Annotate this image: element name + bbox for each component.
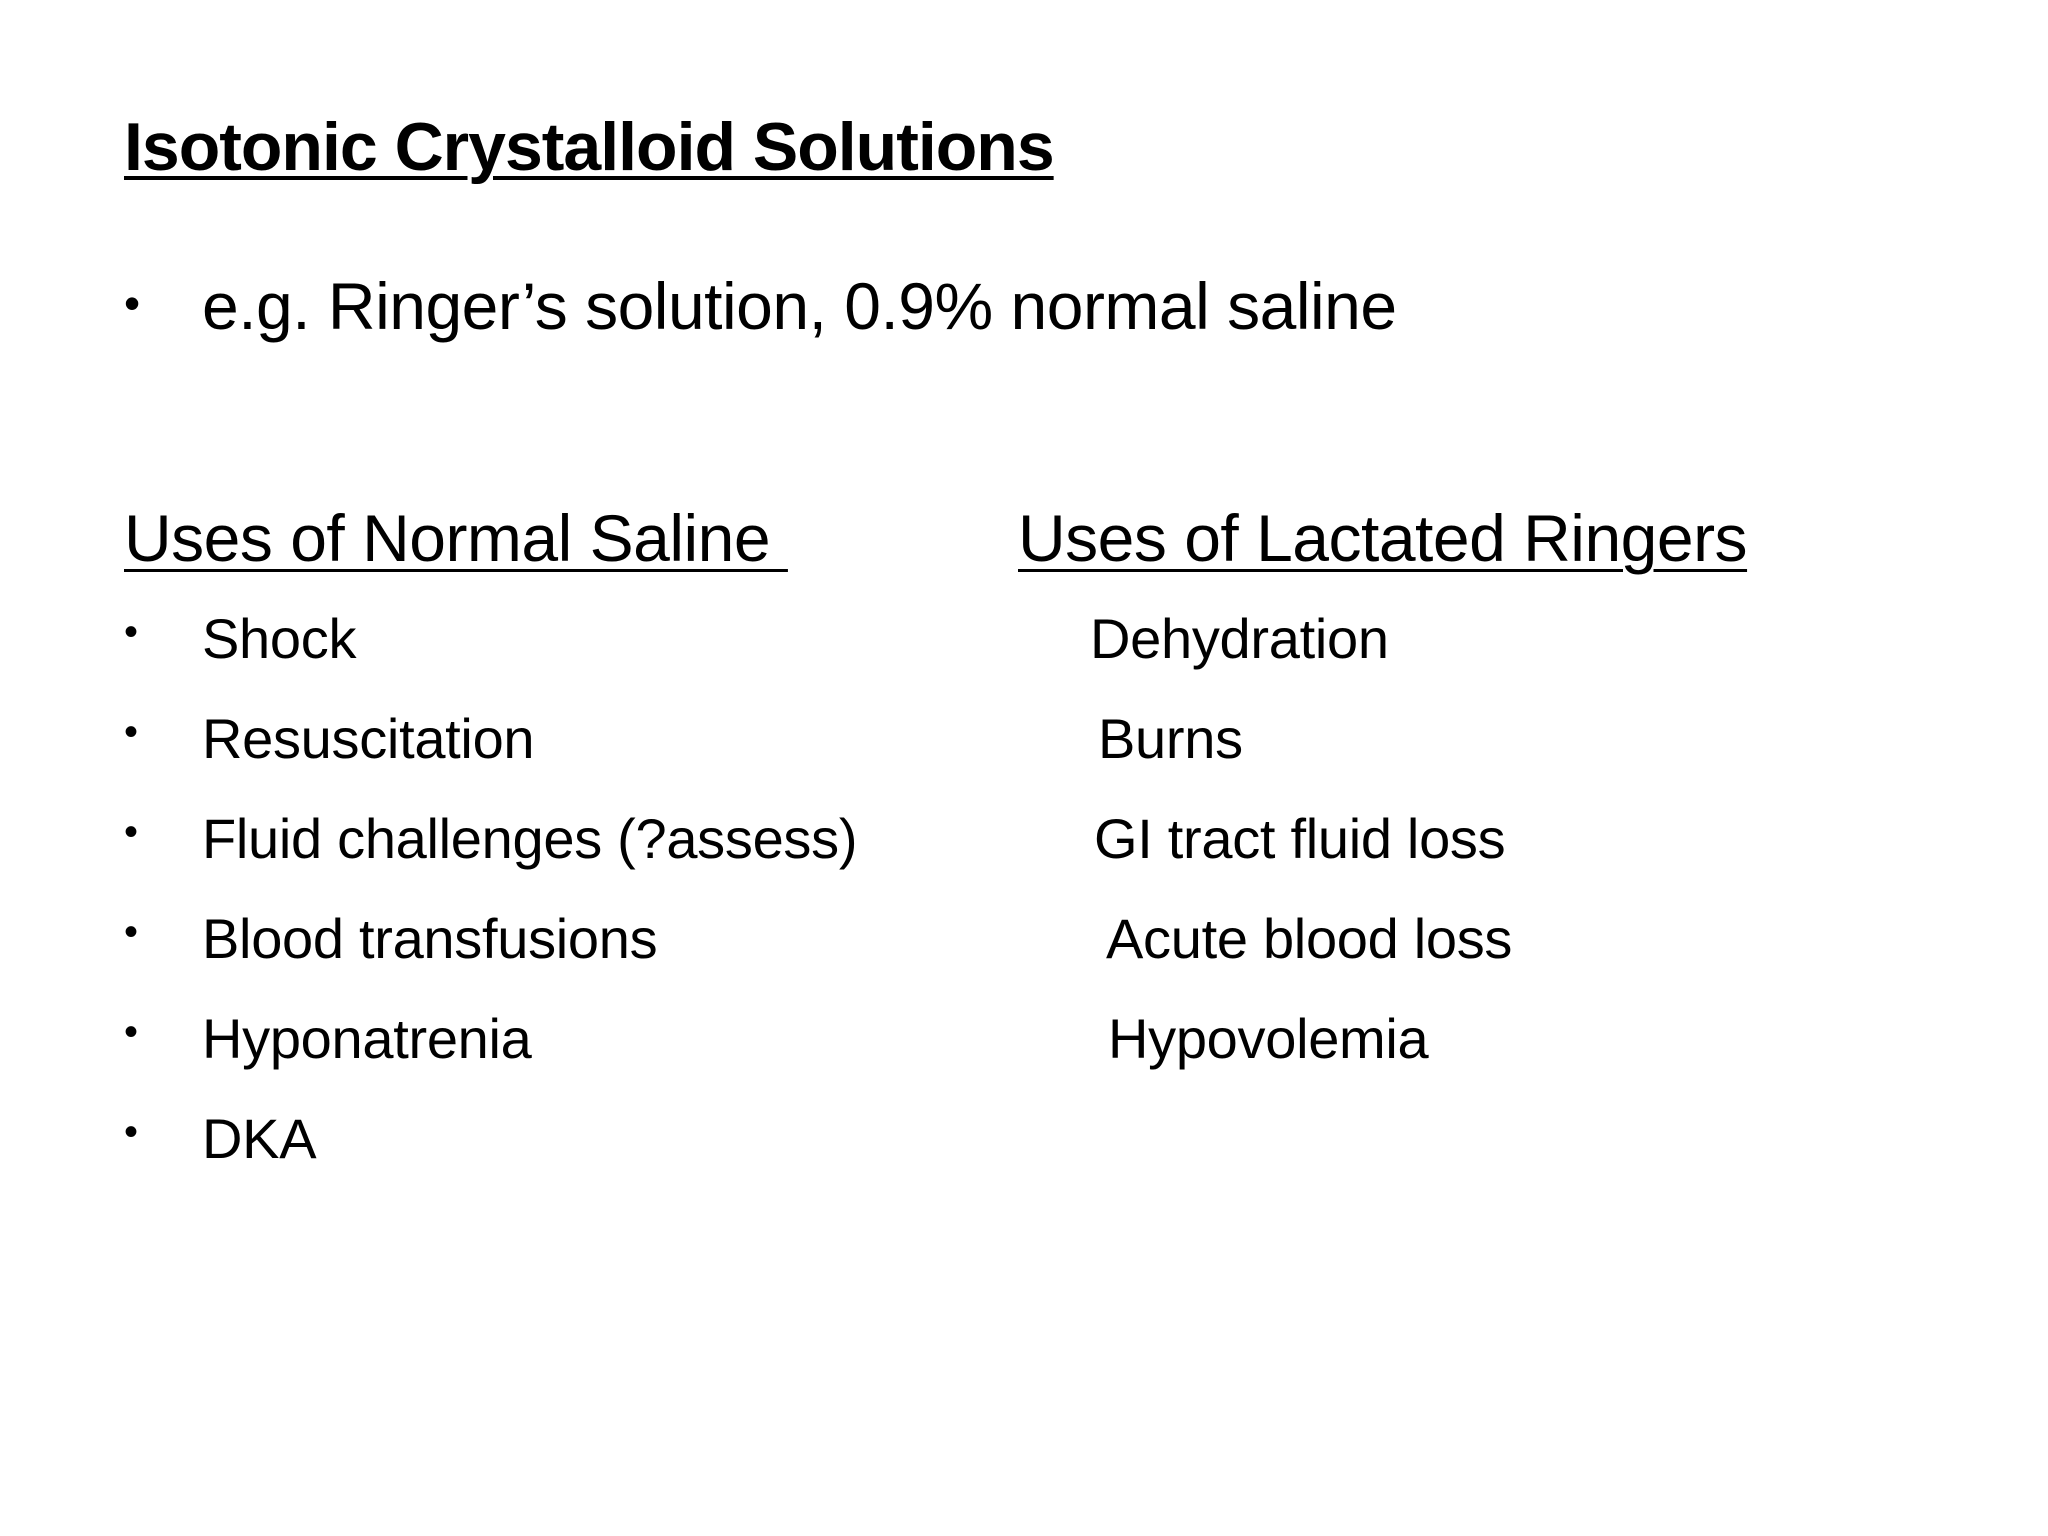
example-text: e.g. Ringer’s solution, 0.9% normal saline bbox=[202, 269, 1397, 343]
list-item-text: Fluid challenges (?assess) bbox=[202, 807, 858, 870]
bullet-icon: • bbox=[124, 910, 139, 954]
bullet-icon: • bbox=[124, 277, 141, 329]
list-item: Acute blood loss bbox=[1106, 907, 1513, 970]
list-item-text: Shock bbox=[202, 607, 357, 670]
list-item: Burns bbox=[1098, 707, 1243, 770]
list-item-text: Blood transfusions bbox=[202, 907, 658, 970]
slide-title: Isotonic Crystalloid Solutions bbox=[124, 109, 1054, 185]
normal-saline-heading: Uses of Normal Saline bbox=[124, 501, 788, 575]
lactated-ringers-heading: Uses of Lactated Ringers bbox=[1018, 501, 1748, 575]
list-item: Dehydration bbox=[1090, 607, 1389, 670]
list-item-text: Resuscitation bbox=[202, 707, 535, 770]
list-item: GI tract fluid loss bbox=[1094, 807, 1506, 870]
list-item-text: DKA bbox=[202, 1107, 317, 1170]
list-item: Hypovolemia bbox=[1108, 1007, 1429, 1070]
bullet-icon: • bbox=[124, 710, 139, 754]
bullet-icon: • bbox=[124, 810, 139, 854]
bullet-icon: • bbox=[124, 1110, 139, 1154]
list-item-text: Hyponatrenia bbox=[202, 1007, 532, 1070]
bullet-icon: • bbox=[124, 1010, 139, 1054]
bullet-icon: • bbox=[124, 610, 139, 654]
